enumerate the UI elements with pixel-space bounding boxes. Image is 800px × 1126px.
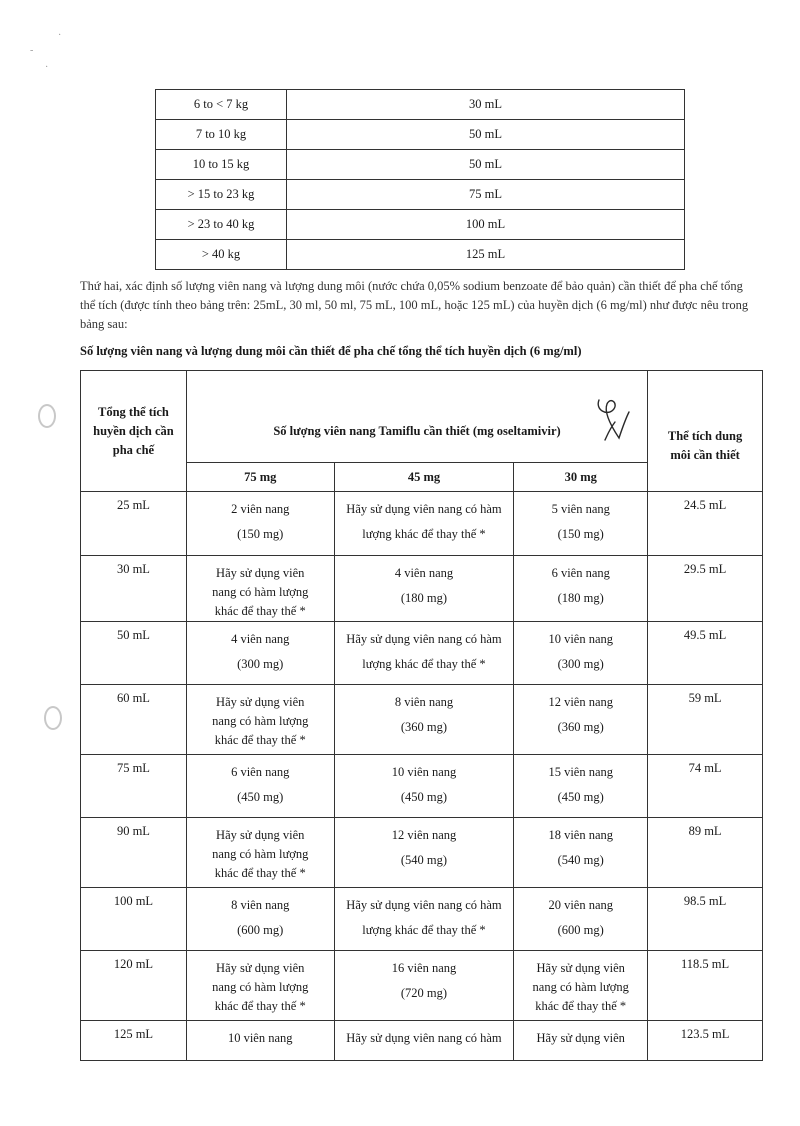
table-row (81, 492, 763, 556)
capsule-cell-30mg: 20 viên nang (600 mg) (514, 888, 648, 951)
capsule-cell-75mg: 6 viên nang (450 mg) (186, 755, 334, 818)
table-row (81, 818, 763, 888)
solvent-cell: 24.5 mL (648, 492, 763, 556)
capsule-solvent-table (80, 370, 763, 1061)
weight-row (156, 210, 685, 240)
capsule-cell-75mg: 2 viên nang (150 mg) (186, 492, 334, 556)
capsule-cell-30mg: 5 viên nang (150 mg) (514, 492, 648, 556)
volume-cell: 50 mL (287, 150, 685, 180)
table-row (81, 556, 763, 622)
weight-row (156, 150, 685, 180)
header-total-volume: Tổng thể tích huyền dịch cần pha chế (81, 371, 187, 492)
scan-dot: - (30, 45, 34, 56)
capsule-cell-75mg: Hãy sử dụng viên nang có hàm lượng khác để thay thế * (186, 685, 334, 755)
solvent-cell: 118.5 mL (648, 951, 763, 1021)
instruction-paragraph: Thứ hai, xác định số lượng viên nang và lượng dung môi (nước chứa 0,05% sodium benzoate để bảo quản) cần thiết để pha chế tổng thể tích (được tính theo bảng trên: 25mL, 30 ml, 50 ml, 75 mL, 100 mL, hoặc 125 mL) của huyền dịch (6 mg/ml) như được nêu trong bảng sau: (80, 279, 749, 331)
scan-dot: · (45, 62, 49, 73)
volume-cell: 30 mL (81, 556, 187, 622)
punch-hole (38, 404, 56, 428)
volume-cell: 100 mL (81, 888, 187, 951)
weight-cell: > 40 kg (156, 240, 287, 270)
capsule-cell-30mg: 10 viên nang (300 mg) (514, 622, 648, 685)
section-title: Số lượng viên nang và lượng dung môi cần thiết để pha chế tổng thể tích huyền dịch (6 mg/ml) (80, 344, 582, 358)
volume-cell: 125 mL (81, 1021, 187, 1061)
capsule-cell-30mg: 12 viên nang (360 mg) (514, 685, 648, 755)
capsule-cell-45mg: Hãy sử dụng viên nang có hàm lượng khác để thay thế * (334, 492, 514, 556)
capsule-cell-30mg: Hãy sử dụng viên (514, 1021, 648, 1061)
volume-cell: 120 mL (81, 951, 187, 1021)
volume-cell: 50 mL (81, 622, 187, 685)
volume-cell: 75 mL (287, 180, 685, 210)
capsule-cell-45mg: 10 viên nang (450 mg) (334, 755, 514, 818)
solvent-cell: 98.5 mL (648, 888, 763, 951)
capsule-cell-75mg: Hãy sử dụng viên nang có hàm lượng khác để thay thế * (186, 951, 334, 1021)
weight-cell: > 15 to 23 kg (156, 180, 287, 210)
capsule-cell-75mg: 8 viên nang (600 mg) (186, 888, 334, 951)
volume-cell: 60 mL (81, 685, 187, 755)
weight-cell: 10 to 15 kg (156, 150, 287, 180)
weight-row (156, 180, 685, 210)
volume-cell: 30 mL (287, 90, 685, 120)
header-30mg: 30 mg (514, 463, 648, 492)
weight-cell: 7 to 10 kg (156, 120, 287, 150)
volume-cell: 125 mL (287, 240, 685, 270)
weight-volume-table (155, 89, 685, 270)
solvent-cell: 74 mL (648, 755, 763, 818)
capsule-cell-30mg: 15 viên nang (450 mg) (514, 755, 648, 818)
header-45mg: 45 mg (334, 463, 514, 492)
solvent-cell: 49.5 mL (648, 622, 763, 685)
capsule-cell-45mg: 16 viên nang (720 mg) (334, 951, 514, 1021)
volume-cell: 90 mL (81, 818, 187, 888)
capsule-cell-45mg: 4 viên nang (180 mg) (334, 556, 514, 622)
weight-row (156, 240, 685, 270)
table-row (81, 755, 763, 818)
table-row (81, 685, 763, 755)
table-row (81, 888, 763, 951)
capsule-cell-45mg: 12 viên nang (540 mg) (334, 818, 514, 888)
scan-dot: · (58, 30, 62, 41)
header-capsules: Số lượng viên nang Tamiflu cần thiết (mg oseltamivir) (186, 371, 647, 463)
capsule-cell-45mg: 8 viên nang (360 mg) (334, 685, 514, 755)
solvent-cell: 89 mL (648, 818, 763, 888)
weight-row (156, 120, 685, 150)
capsule-cell-30mg: 6 viên nang (180 mg) (514, 556, 648, 622)
solvent-cell: 29.5 mL (648, 556, 763, 622)
capsule-cell-30mg: 18 viên nang (540 mg) (514, 818, 648, 888)
volume-cell: 75 mL (81, 755, 187, 818)
weight-cell: > 23 to 40 kg (156, 210, 287, 240)
table-row (81, 622, 763, 685)
volume-cell: 25 mL (81, 492, 187, 556)
handwritten-signature (585, 392, 640, 447)
weight-row (156, 90, 685, 120)
capsule-cell-45mg: Hãy sử dụng viên nang có hàm lượng khác để thay thế * (334, 888, 514, 951)
capsule-cell-75mg: Hãy sử dụng viên nang có hàm lượng khác để thay thế * (186, 556, 334, 622)
header-75mg: 75 mg (186, 463, 334, 492)
capsule-cell-75mg: Hãy sử dụng viên nang có hàm lượng khác để thay thế * (186, 818, 334, 888)
solvent-cell: 59 mL (648, 685, 763, 755)
table-row (81, 951, 763, 1021)
table-row (81, 1021, 763, 1061)
capsule-cell-75mg: 10 viên nang (186, 1021, 334, 1061)
weight-cell: 6 to < 7 kg (156, 90, 287, 120)
header-solvent: Thể tích dung môi cần thiết (648, 371, 763, 492)
volume-cell: 50 mL (287, 120, 685, 150)
capsule-cell-75mg: 4 viên nang (300 mg) (186, 622, 334, 685)
capsule-cell-45mg: Hãy sử dụng viên nang có hàm (334, 1021, 514, 1061)
capsule-cell-45mg: Hãy sử dụng viên nang có hàm lượng khác để thay thế * (334, 622, 514, 685)
capsule-cell-30mg: Hãy sử dụng viên nang có hàm lượng khác để thay thế * (514, 951, 648, 1021)
volume-cell: 100 mL (287, 210, 685, 240)
solvent-cell: 123.5 mL (648, 1021, 763, 1061)
punch-hole (44, 706, 62, 730)
